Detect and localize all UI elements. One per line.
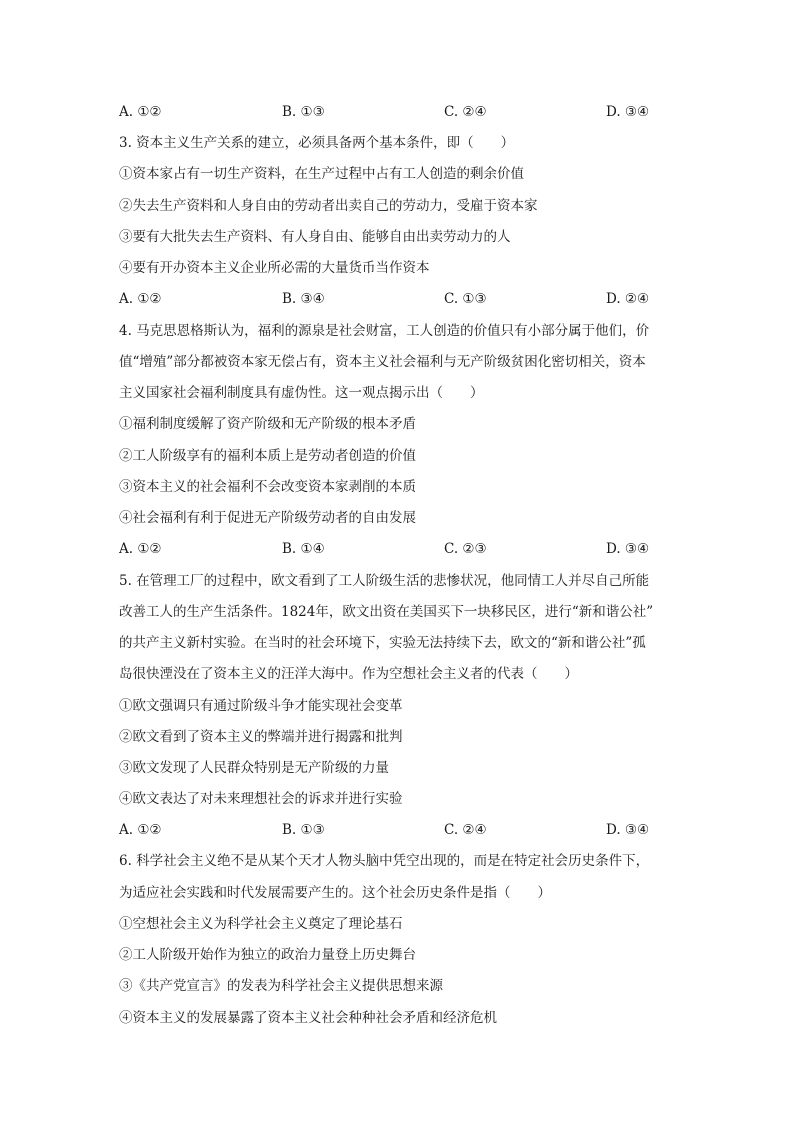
text-line: ③资本主义的社会福利不会改变资本家剥削的本质 <box>119 479 416 495</box>
text-line: 岛很快湮没在了资本主义的汪洋大海中。作为空想社会主义者的代表（ ） <box>119 666 578 682</box>
text-line: ②欧文看到了资本主义的弊端并进行揭露和批判 <box>119 729 403 745</box>
option-a: A. ①② <box>119 541 162 557</box>
answer-options <box>119 539 679 559</box>
option-a: A. ①② <box>119 822 162 838</box>
text-line: ①空想社会主义为科学社会主义奠定了理论基石 <box>119 916 403 932</box>
text-line: ③欧文发现了人民群众特别是无产阶级的力量 <box>119 760 389 776</box>
text-line: 3. 资本主义生产关系的建立，必须具备两个基本条件，即（ ） <box>119 135 515 151</box>
option-b: B. ①③ <box>282 104 325 120</box>
text-line: 改善工人的生产生活条件。1824年，欧文出资在美国买下一块移民区，进行“新和谐公社” <box>119 604 654 620</box>
answer-options <box>119 289 679 309</box>
option-d: D. ③④ <box>606 104 650 120</box>
text-line: 5. 在管理工厂的过程中，欧文看到了工人阶级生活的悲惨状况，他同情工人并尽自己所能 <box>119 573 650 589</box>
option-c: C. ②③ <box>444 541 487 557</box>
text-line: ③要有大批失去生产资料、有人身自由、能够自由出卖劳动力的人 <box>119 229 511 245</box>
answer-options <box>119 820 679 840</box>
option-b: B. ①③ <box>282 822 325 838</box>
option-d: D. ③④ <box>606 541 650 557</box>
text-line: ①福利制度缓解了资产阶级和无产阶级的根本矛盾 <box>119 416 416 432</box>
text-line: ②工人阶级开始作为独立的政治力量登上历史舞台 <box>119 947 416 963</box>
option-a: A. ①② <box>119 104 162 120</box>
text-line: 的共产主义新村实验。在当时的社会环境下，实验无法持续下去，欧文的“新和谐公社”孤 <box>119 635 646 651</box>
text-line: ④欧文表达了对未来理想社会的诉求并进行实验 <box>119 791 403 807</box>
answer-options <box>119 102 679 122</box>
text-line: ①资本家占有一切生产资料，在生产过程中占有工人创造的剩余价值 <box>119 166 524 182</box>
option-b: B. ①④ <box>282 541 325 557</box>
text-line: ②失去生产资料和人身自由的劳动者出卖自己的劳动力，受雇于资本家 <box>119 198 538 214</box>
text-line: 4. 马克思恩格斯认为，福利的源泉是社会财富，工人创造的价值只有小部分属于他们，价 <box>119 323 650 339</box>
option-a: A. ①② <box>119 291 162 307</box>
option-c: C. ②④ <box>444 104 487 120</box>
text-line: ④资本主义的发展暴露了资本主义社会种种社会矛盾和经济危机 <box>119 1010 497 1026</box>
text-line: ④社会福利有利于促进无产阶级劳动者的自由发展 <box>119 510 416 526</box>
option-d: D. ③④ <box>606 822 650 838</box>
text-line: 主义国家社会福利制度具有虚伪性。这一观点揭示出（ ） <box>119 385 484 401</box>
option-c: C. ①③ <box>444 291 487 307</box>
text-line: 值“增殖”部分都被资本家无偿占有，资本主义社会福利与无产阶级贫困化密切相关，资本 <box>119 354 646 370</box>
text-line: 为适应社会实践和时代发展需要产生的。这个社会历史条件是指（ ） <box>119 885 551 901</box>
text-line: ③《共产党宣言》的发表为科学社会主义提供思想来源 <box>119 978 443 994</box>
option-c: C. ②④ <box>444 822 487 838</box>
text-line: ②工人阶级享有的福利本质上是劳动者创造的价值 <box>119 448 416 464</box>
text-line: 6. 科学社会主义绝不是从某个天才人物头脑中凭空出现的，而是在特定社会历史条件下， <box>119 853 650 869</box>
option-b: B. ③④ <box>282 291 325 307</box>
text-line: ①欧文强调只有通过阶级斗争才能实现社会变革 <box>119 698 403 714</box>
text-line: ④要有开办资本主义企业所必需的大量货币当作资本 <box>119 260 430 276</box>
option-d: D. ②④ <box>606 291 650 307</box>
